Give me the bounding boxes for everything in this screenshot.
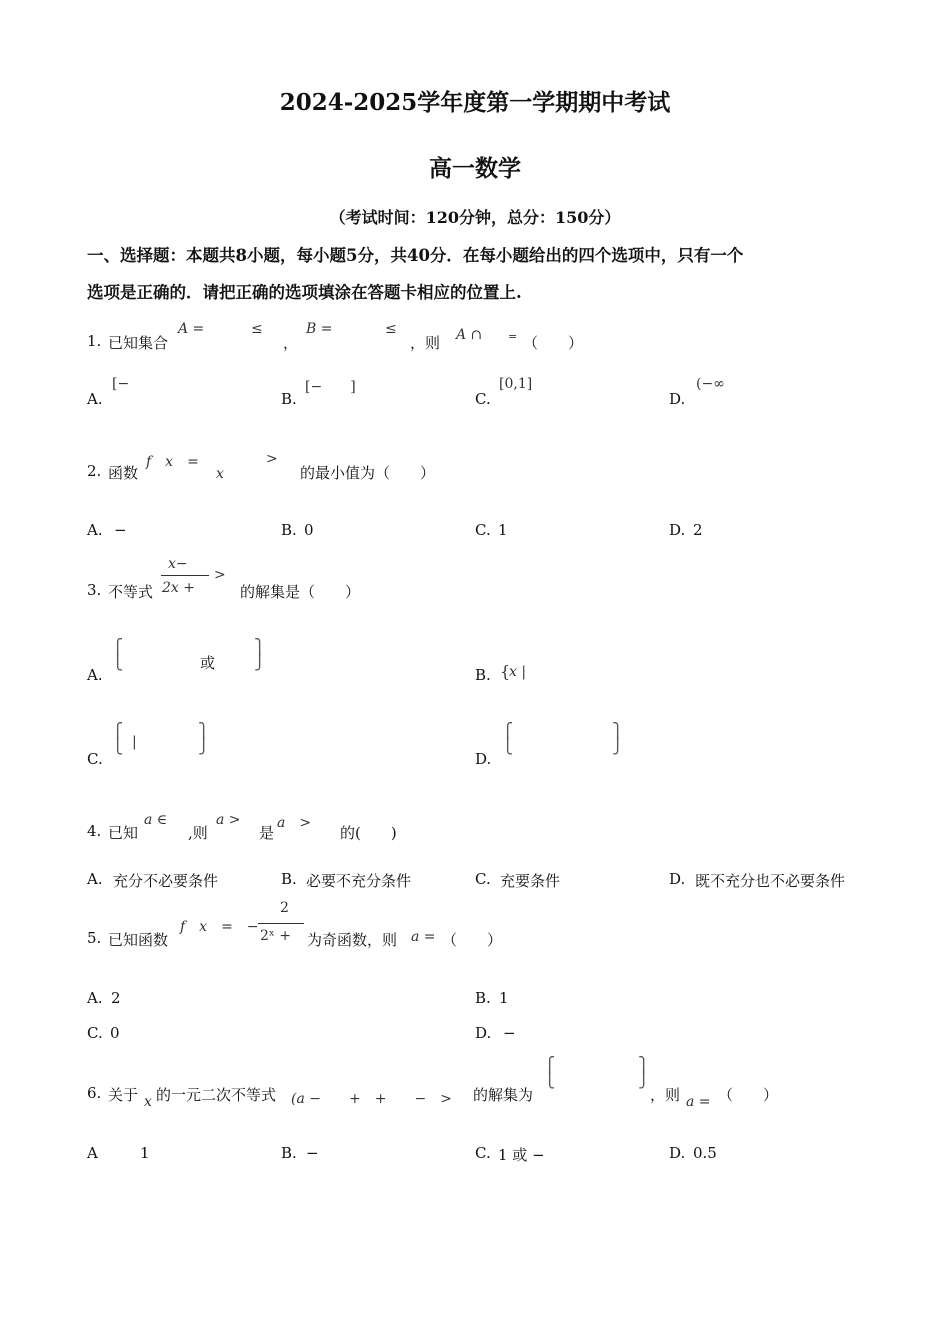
option-text: 1 或 −	[498, 1146, 545, 1164]
question-number: 5.	[87, 929, 102, 947]
option-label: A.	[87, 666, 103, 684]
option-text: 既不充分也不必要条件	[695, 872, 846, 890]
option-text: 充要条件	[500, 872, 561, 890]
option-text: 2	[693, 521, 703, 539]
option-label: A.	[87, 390, 103, 408]
math-expression: (a − + + − >	[291, 1091, 452, 1107]
option-label: D.	[669, 870, 686, 888]
math-expression: B =	[306, 321, 333, 337]
math-expression: >	[266, 451, 278, 467]
question-number: 4.	[87, 822, 102, 840]
option-label: D.	[669, 521, 686, 539]
math-expression: x	[144, 1094, 152, 1110]
question-stem: ，	[283, 334, 299, 352]
option-label: B.	[475, 989, 491, 1007]
question-stem: 为奇函数，则	[307, 931, 398, 949]
option-label: A	[87, 1144, 98, 1162]
option-text: 0	[110, 1024, 120, 1042]
option-text: −	[503, 1024, 516, 1042]
math-expression: ≤	[385, 321, 397, 337]
question-stem: 的一元二次不等式	[156, 1086, 277, 1104]
option-label: A.	[87, 521, 103, 539]
option-label: C.	[475, 521, 491, 539]
question-stem: ，则	[650, 1086, 681, 1104]
math-expression: =	[508, 330, 518, 343]
option-text: 1	[499, 989, 509, 1007]
exam-info: （考试时间：120分钟，总分：150分）	[329, 208, 621, 227]
math-expression: f x = −	[180, 919, 259, 935]
fraction-numerator: 2	[280, 900, 289, 916]
option-text: |	[132, 734, 137, 750]
right-brace-icon: ⎫ ⎭	[612, 722, 624, 755]
question-stem: 已知集合	[108, 334, 169, 352]
math-expression: A =	[178, 321, 205, 337]
option-label: B.	[281, 1144, 297, 1162]
math-expression: a >	[216, 812, 241, 828]
option-math: [0,1]	[499, 376, 533, 392]
answer-paren: （ ）	[523, 334, 584, 352]
math-expression: ≤	[251, 321, 263, 337]
option-text: 1	[498, 521, 508, 539]
option-text: −	[306, 1144, 319, 1162]
fraction-bar	[258, 923, 304, 924]
question-stem: ，则	[410, 334, 441, 352]
question-stem: 的( )	[340, 824, 397, 842]
option-label: D.	[475, 750, 492, 768]
question-stem: 的解集为	[473, 1086, 534, 1104]
right-brace-icon: ⎫ ⎭	[638, 1056, 650, 1089]
question-stem: 的最小值为（ ）	[300, 464, 436, 482]
answer-paren: （ ）	[718, 1086, 779, 1104]
option-text: 0.5	[693, 1144, 717, 1162]
exam-title: 2024-2025学年度第一学期期中考试	[279, 89, 671, 116]
option-text: 1	[140, 1144, 150, 1162]
question-number: 3.	[87, 581, 102, 599]
option-text: 0	[304, 521, 314, 539]
option-label: B.	[281, 390, 297, 408]
option-text: −	[114, 521, 127, 539]
option-label: B.	[281, 870, 297, 888]
question-number: 2.	[87, 462, 102, 480]
question-number: 6.	[87, 1084, 102, 1102]
right-brace-icon: ⎫ ⎭	[198, 722, 210, 755]
option-text: 2	[111, 989, 121, 1007]
math-expression: a =	[411, 929, 436, 945]
left-brace-icon: ⎧ ⎩	[544, 1056, 556, 1089]
option-math: [−	[112, 376, 130, 392]
question-stem: 已知	[108, 824, 139, 842]
left-brace-icon: ⎧ ⎩	[502, 722, 514, 755]
left-brace-icon: ⎧ ⎩	[112, 638, 124, 671]
option-label: C.	[87, 1024, 103, 1042]
fraction-denominator: 2ˣ +	[260, 928, 292, 944]
option-label: A.	[87, 989, 103, 1007]
section-instructions-line1: 一、选择题：本题共8小题，每小题5分，共40分．在每小题给出的四个选项中，只有一个	[87, 246, 744, 265]
option-label: B.	[281, 521, 297, 539]
math-expression: a >	[277, 815, 312, 831]
math-expression: a =	[686, 1094, 711, 1110]
subject-title: 高一数学	[429, 155, 521, 182]
option-text: 或	[200, 654, 216, 672]
left-brace-icon: {	[500, 662, 511, 681]
math-expression: >	[214, 567, 226, 583]
question-stem: ,则	[188, 824, 208, 842]
question-stem: 的解集是（ ）	[240, 583, 361, 601]
question-stem: 已知函数	[108, 931, 169, 949]
math-expression: A ∩	[456, 327, 483, 343]
math-expression: f x =	[146, 454, 199, 470]
option-text: x |	[509, 664, 527, 680]
option-math: [− ]	[305, 379, 356, 395]
option-label: D.	[669, 390, 686, 408]
question-stem: 关于	[108, 1086, 139, 1104]
question-stem: 函数	[108, 464, 139, 482]
option-label: C.	[87, 750, 103, 768]
math-expression: x	[216, 466, 224, 482]
option-label: A.	[87, 870, 103, 888]
option-label: C.	[475, 390, 491, 408]
question-number: 1.	[87, 332, 102, 350]
option-math: (−∞	[696, 376, 725, 392]
math-expression: a ∈	[144, 812, 168, 828]
fraction-bar	[161, 575, 209, 576]
fraction-numerator: x−	[168, 556, 188, 572]
section-instructions-line2: 选项是正确的．请把正确的选项填涂在答题卡相应的位置上.	[87, 283, 522, 302]
question-stem: 是	[259, 824, 275, 842]
right-brace-icon: ⎫ ⎭	[254, 638, 266, 671]
option-text: 必要不充分条件	[306, 872, 412, 890]
question-stem: 不等式	[108, 583, 154, 601]
option-label: C.	[475, 870, 491, 888]
answer-paren: （ ）	[442, 931, 503, 949]
option-label: D.	[669, 1144, 686, 1162]
option-label: D.	[475, 1024, 492, 1042]
option-label: C.	[475, 1144, 491, 1162]
left-brace-icon: ⎧ ⎩	[112, 722, 124, 755]
fraction-denominator: 2x +	[162, 580, 195, 596]
option-label: B.	[475, 666, 491, 684]
option-text: 充分不必要条件	[113, 872, 219, 890]
